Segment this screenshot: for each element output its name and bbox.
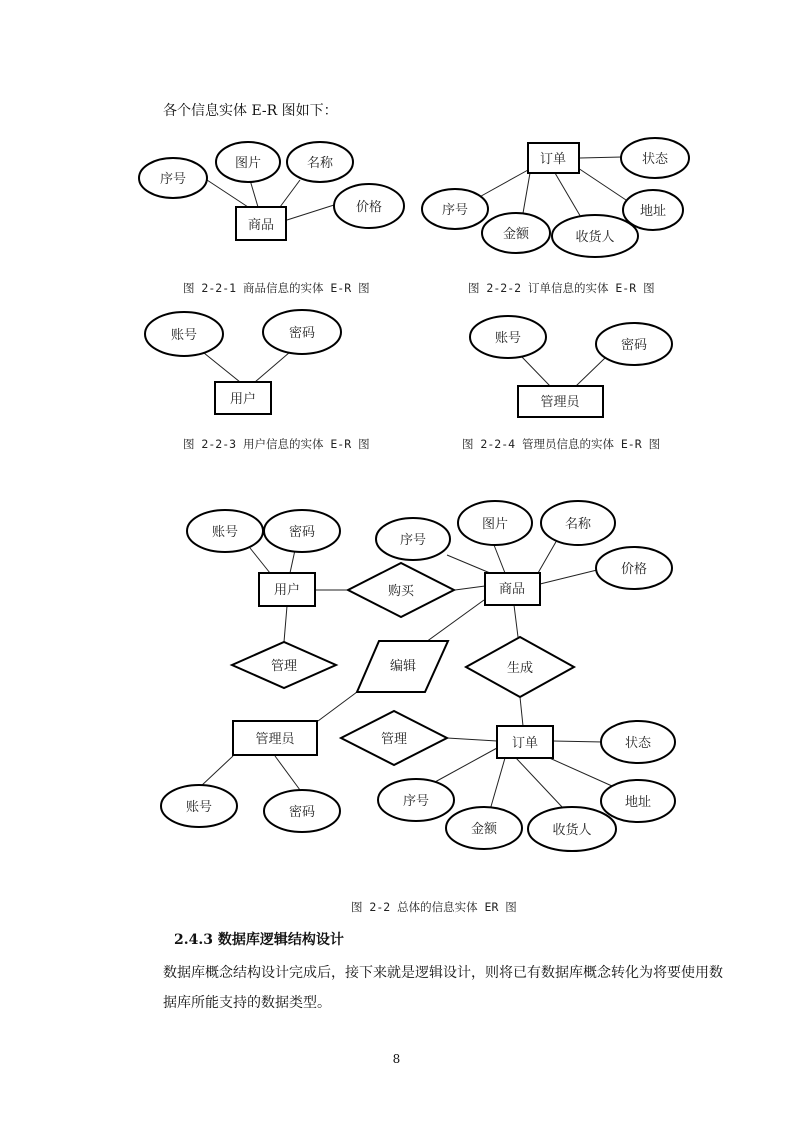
figure-caption: 图 2-2 总体的信息实体 ER 图 — [351, 900, 517, 914]
attr-label: 账号 — [211, 525, 239, 540]
order-er-diagram — [422, 138, 689, 257]
relation-label: 管理 — [380, 732, 408, 747]
admin-entity-label: 管理员 — [540, 395, 580, 410]
relation-label: 管理 — [270, 659, 298, 674]
intro-text: 各个信息实体 E-R 图如下： — [163, 103, 338, 119]
attr-label: 密码 — [288, 326, 316, 341]
attr-label: 名称 — [306, 156, 334, 171]
overall-er-diagram — [161, 501, 675, 851]
attr-label: 图片 — [234, 156, 262, 171]
figure-caption: 图 2-2-3 用户信息的实体 E-R 图 — [183, 437, 370, 451]
attr-label: 价格 — [620, 562, 648, 577]
attr-label: 金额 — [470, 822, 498, 837]
relation-label: 生成 — [506, 661, 534, 676]
attr-label: 名称 — [564, 517, 592, 532]
entity-label: 管理员 — [255, 732, 295, 747]
attr-label: 账号 — [170, 328, 198, 343]
figure-caption: 图 2-2-2 订单信息的实体 E-R 图 — [468, 281, 655, 295]
entity-label: 订单 — [511, 736, 539, 751]
paragraph-line: 数据库概念结构设计完成后，接下来就是逻辑设计，则将已有数据库概念转化为将要使用数 — [163, 965, 723, 981]
attr-label: 序号 — [159, 172, 187, 187]
attr-label: 收货人 — [552, 823, 592, 838]
entity-label: 用户 — [273, 583, 301, 598]
paragraph-line: 据库所能支持的数据类型。 — [163, 995, 331, 1011]
figure-caption: 图 2-2-1 商品信息的实体 E-R 图 — [183, 281, 370, 295]
attr-label: 账号 — [494, 331, 522, 346]
attr-label: 序号 — [399, 533, 427, 548]
attr-label: 账号 — [185, 800, 213, 815]
attr-label: 状态 — [624, 736, 652, 751]
goods-entity-label: 商品 — [247, 218, 275, 233]
section-heading: 2.4.3 数据库逻辑结构设计 — [174, 932, 344, 948]
relation-label: 编辑 — [389, 659, 417, 674]
attr-label: 地址 — [624, 795, 652, 810]
page-number: 8 — [392, 1052, 401, 1066]
entity-label: 商品 — [498, 582, 526, 597]
attr-label: 地址 — [639, 204, 667, 219]
attr-label: 密码 — [288, 805, 316, 820]
admin-er-diagram — [470, 316, 672, 417]
figure-caption: 图 2-2-4 管理员信息的实体 E-R 图 — [462, 437, 661, 451]
attr-label: 密码 — [288, 525, 316, 540]
attr-label: 状态 — [641, 152, 669, 167]
attr-label: 金额 — [502, 227, 530, 242]
attr-label: 序号 — [441, 203, 469, 218]
attr-label: 价格 — [355, 200, 383, 215]
user-er-diagram — [145, 310, 341, 414]
attr-label: 图片 — [481, 517, 509, 532]
user-entity-label: 用户 — [229, 392, 257, 407]
relation-label: 购买 — [387, 584, 415, 599]
goods-er-diagram — [139, 142, 404, 240]
attr-label: 收货人 — [575, 230, 615, 245]
attr-label: 序号 — [402, 794, 430, 809]
order-entity-label: 订单 — [539, 152, 567, 167]
attr-label: 密码 — [620, 338, 648, 353]
